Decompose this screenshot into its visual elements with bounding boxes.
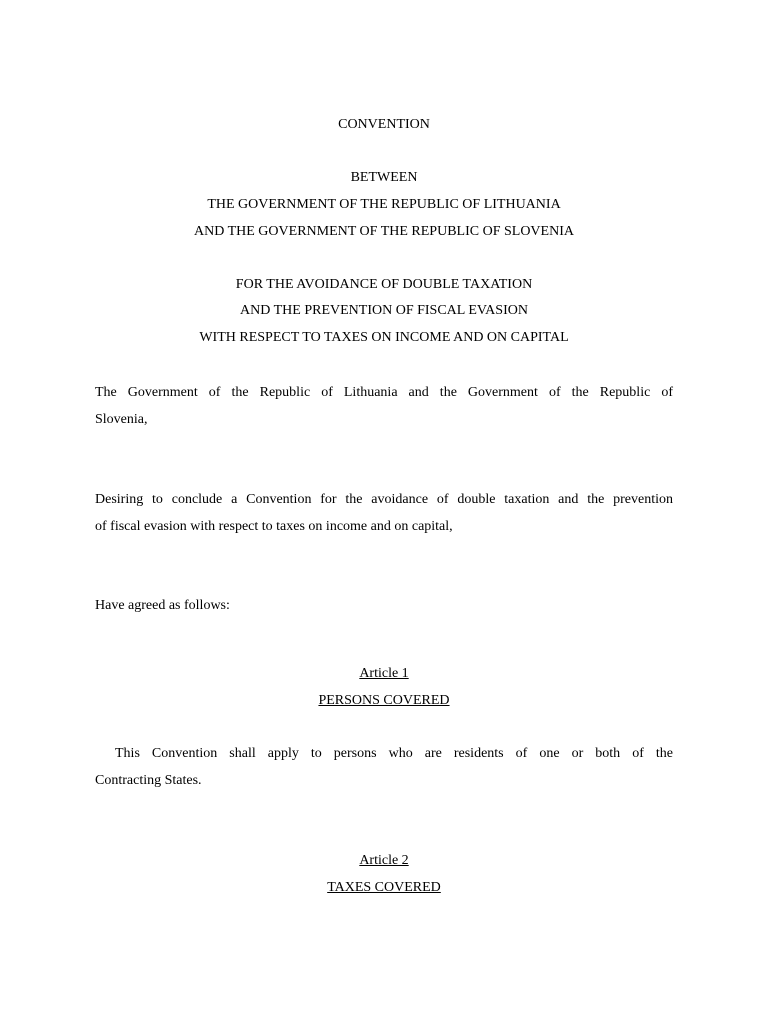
purpose-line-2: AND THE PREVENTION OF FISCAL EVASION [240, 303, 528, 318]
article-2-heading-text: TAXES COVERED [327, 880, 441, 895]
article-1-heading [0, 692, 768, 710]
article-1-line-2: Contracting States. [95, 773, 202, 788]
preamble-p1-line-2: Slovenia, [95, 412, 148, 427]
between-line: BETWEEN [350, 170, 418, 185]
article-1-paragraph-cont [95, 767, 673, 794]
preamble-paragraph-1 [95, 379, 673, 433]
purpose-line-3: WITH RESPECT TO TAXES ON INCOME AND ON CAPITAL [199, 330, 569, 345]
article-2-heading [0, 879, 768, 897]
agreed-line: Have agreed as follows: [95, 598, 230, 613]
preamble-paragraph-2 [95, 486, 673, 540]
convention-title: CONVENTION [338, 117, 430, 132]
preamble-p1-line-1: The Government of the Republic of Lithuania and the Government of the Republic of [95, 385, 673, 400]
article-1-line-1: This Convention shall apply to persons who are residents of one or both of the [115, 746, 673, 761]
preamble-paragraph-3 [95, 592, 673, 619]
article-1-number-text: Article 1 [359, 666, 409, 681]
article-2-number [0, 852, 768, 870]
article-1-number [0, 665, 768, 683]
article-2-number-text: Article 2 [359, 853, 409, 868]
party-slovenia-line: AND THE GOVERNMENT OF THE REPUBLIC OF SLOVENIA [194, 224, 574, 239]
article-1-paragraph [115, 740, 673, 767]
preamble-p2-line-1: Desiring to conclude a Convention for the avoidance of double taxation and the prevention [95, 492, 673, 507]
party-lithuania-line: THE GOVERNMENT OF THE REPUBLIC OF LITHUANIA [207, 197, 561, 212]
article-1-heading-text: PERSONS COVERED [318, 693, 450, 708]
preamble-p2-line-2: of fiscal evasion with respect to taxes on income and on capital, [95, 519, 453, 534]
purpose-line-1: FOR THE AVOIDANCE OF DOUBLE TAXATION [235, 277, 533, 292]
